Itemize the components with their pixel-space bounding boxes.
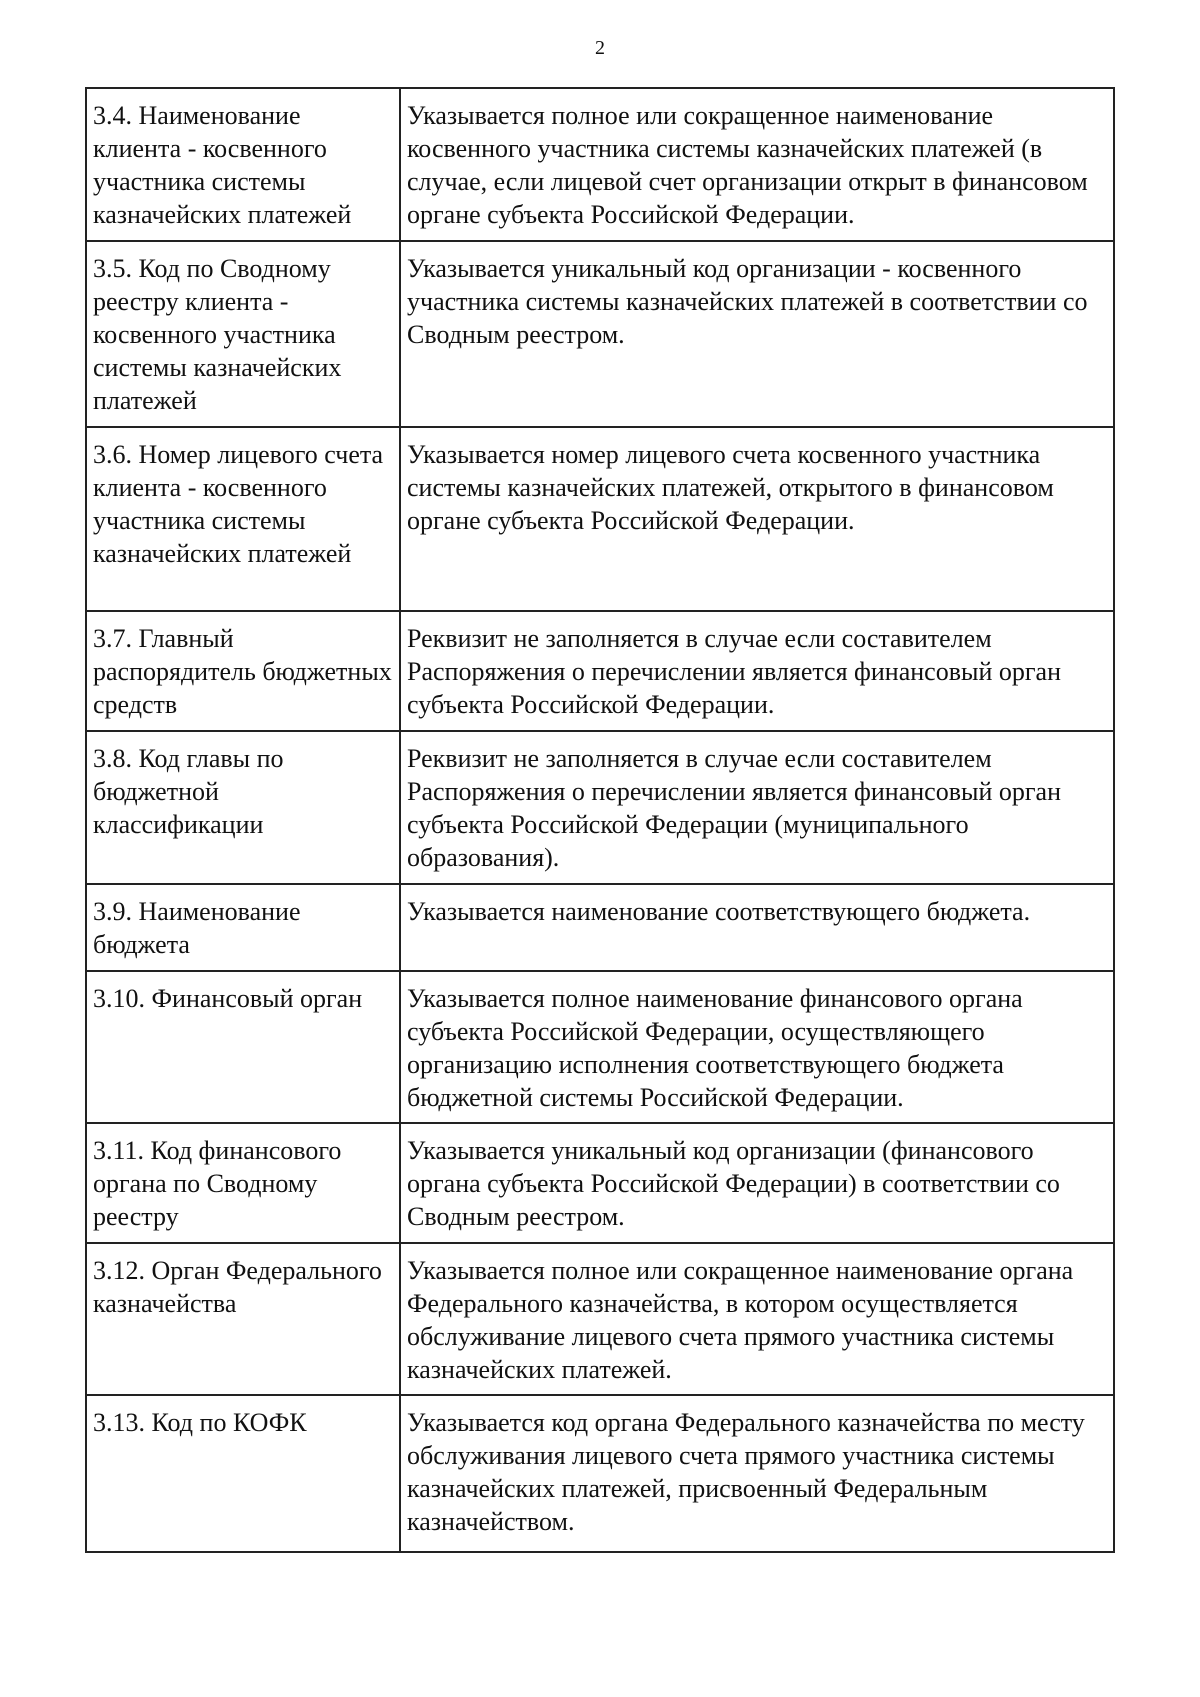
field-name-cell: 3.9. Наименование бюджета bbox=[86, 884, 400, 971]
field-name-cell: 3.5. Код по Сводному реестру клиента - косвенного участника системы казначейских платежей bbox=[86, 241, 400, 427]
table-row bbox=[86, 1123, 1114, 1243]
field-description-cell: Указывается код органа Федерального казначейства по месту обслуживания лицевого счета прямого участника системы казначейских платежей, присвоенный Федеральным казначейством. bbox=[400, 1395, 1114, 1552]
table-row bbox=[86, 731, 1114, 884]
table-row bbox=[86, 1395, 1114, 1552]
table-row bbox=[86, 971, 1114, 1123]
field-description-cell: Указывается полное наименование финансового органа субъекта Российской Федерации, осуществляющего организацию исполнения соответствующего бюджета бюджетной системы Российской Федерации. bbox=[400, 971, 1114, 1123]
field-description-cell: Указывается уникальный код организации (финансового органа субъекта Российской Федерации) в соответствии со Сводным реестром. bbox=[400, 1123, 1114, 1243]
page-number: 2 bbox=[595, 37, 605, 59]
field-name-cell: 3.10. Финансовый орган bbox=[86, 971, 400, 1123]
field-name-cell: 3.4. Наименование клиента - косвенного участника системы казначейских платежей bbox=[86, 88, 400, 241]
table-row bbox=[86, 611, 1114, 731]
field-name-cell: 3.11. Код финансового органа по Сводному реестру bbox=[86, 1123, 400, 1243]
field-name-cell: 3.7. Главный распорядитель бюджетных средств bbox=[86, 611, 400, 731]
field-description-cell: Указывается номер лицевого счета косвенного участника системы казначейских платежей, открытого в финансовом органе субъекта Российской Федерации. bbox=[400, 427, 1114, 611]
field-description-cell: Указывается полное или сокращенное наименование органа Федерального казначейства, в котором осуществляется обслуживание лицевого счета прямого участника системы казначейских платежей. bbox=[400, 1243, 1114, 1395]
field-description-cell: Указывается наименование соответствующего бюджета. bbox=[400, 884, 1114, 971]
field-name-cell: 3.6. Номер лицевого счета клиента - косвенного участника системы казначейских платежей bbox=[86, 427, 400, 611]
table-row bbox=[86, 427, 1114, 611]
table-row bbox=[86, 88, 1114, 241]
field-name-cell: 3.12. Орган Федерального казначейства bbox=[86, 1243, 400, 1395]
field-name-cell: 3.8. Код главы по бюджетной классификации bbox=[86, 731, 400, 884]
field-description-cell: Реквизит не заполняется в случае если составителем Распоряжения о перечислении является финансовый орган субъекта Российской Федерации. bbox=[400, 611, 1114, 731]
field-description-cell: Указывается уникальный код организации - косвенного участника системы казначейских платежей в соответствии со Сводным реестром. bbox=[400, 241, 1114, 427]
table-row bbox=[86, 884, 1114, 971]
field-name-cell: 3.13. Код по КОФК bbox=[86, 1395, 400, 1552]
table-row bbox=[86, 241, 1114, 427]
field-description-cell: Реквизит не заполняется в случае если составителем Распоряжения о перечислении является финансовый орган субъекта Российской Федерации (муниципального образования). bbox=[400, 731, 1114, 884]
table-row bbox=[86, 1243, 1114, 1395]
field-description-cell: Указывается полное или сокращенное наименование косвенного участника системы казначейских платежей (в случае, если лицевой счет организации открыт в финансовом органе субъекта Российской Федерации. bbox=[400, 88, 1114, 241]
requisites-table bbox=[85, 87, 1115, 1553]
